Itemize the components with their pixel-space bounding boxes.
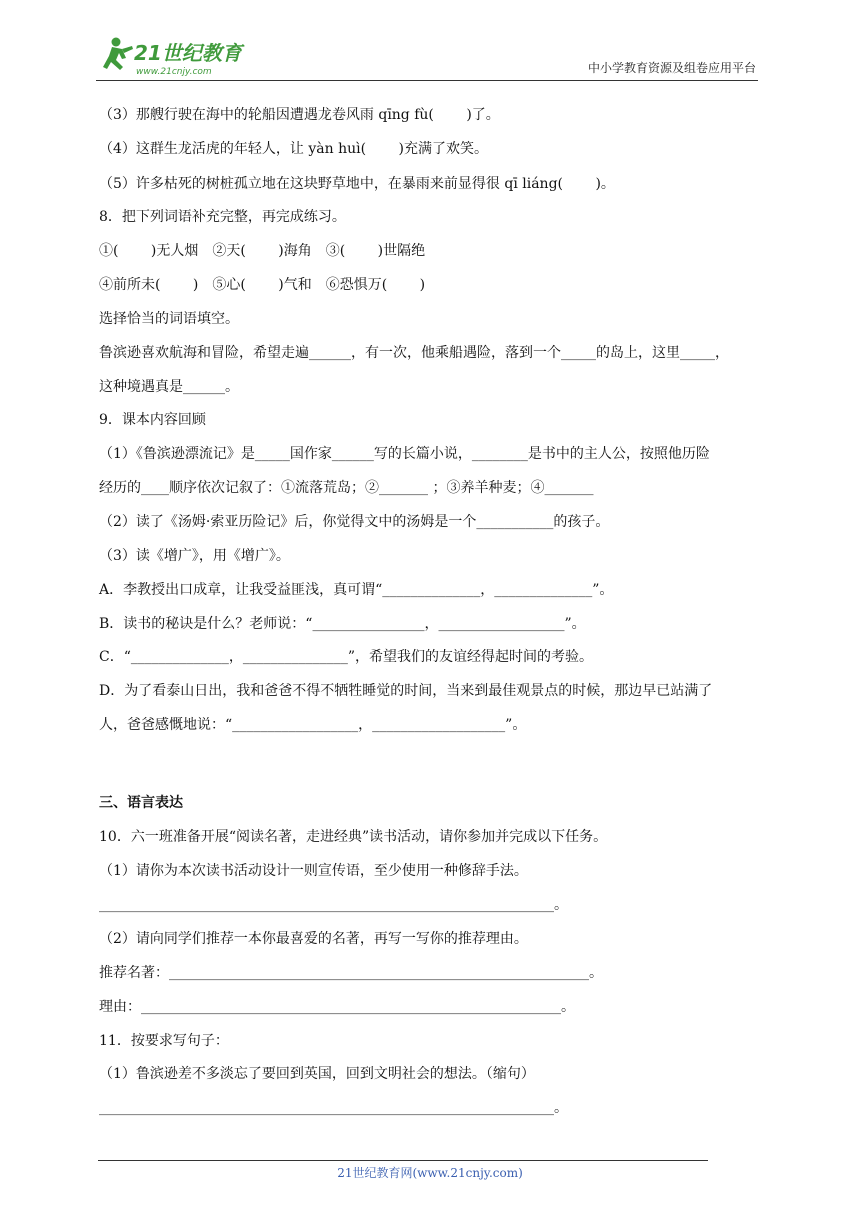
- page-header: [96, 30, 758, 81]
- q9-item-1-line2: 经历的____顺序依次记叙了：①流落荒岛；②_______ ；③养羊种麦；④_______: [99, 480, 594, 496]
- q8-words-row1: ①( )无人烟 ②天( )海角 ③( )世隔绝: [99, 243, 426, 259]
- 21cnjy-logo: [96, 34, 266, 78]
- q8-title: 8．把下列词语补充完整，再完成练习。: [99, 209, 346, 225]
- q9-item-3: （3）读《增广》，用《增广》。: [99, 548, 290, 564]
- q8-instruction: 选择恰当的词语填空。: [99, 311, 239, 327]
- q11-title: 11．按要求写句子：: [99, 1033, 229, 1049]
- q10-book-line: 推荐名著：____________________________________________________________。: [99, 965, 603, 981]
- q10-item-2: （2）请向同学们推荐一本你最喜爱的名著，再写一写你的推荐理由。: [99, 931, 528, 947]
- footer-link[interactable]: 21世纪教育网(www.21cnjy.com): [337, 1166, 523, 1180]
- logo-url: www.21cnjy.com: [136, 67, 212, 77]
- q9-item-d-line2: 人，爸爸感慨地说：“__________________，___________________”。: [99, 717, 527, 733]
- q9-title: 9．课本内容回顾: [99, 412, 206, 428]
- q9-item-d-line1: D．为了看泰山日出，我和爸爸不得不牺牲睡觉的时间，当来到最佳观景点的时候，那边早已站满了: [99, 683, 713, 699]
- q10-answer-line-1: _________________________________________________________________。: [99, 897, 568, 913]
- q9-item-b: B．读书的秘诀是什么？老师说：“________________，__________________”。: [99, 616, 586, 632]
- q9-item-c: C．“______________，_______________”，希望我们的友谊经得起时间的考验。: [99, 649, 594, 665]
- q8-passage-line2: 这种境遇真是______。: [99, 379, 239, 395]
- q7-item-5: （5）许多枯死的树桩孤立地在这块野草地中，在暴雨来前显得很 qī liáng( )。: [99, 176, 615, 192]
- q10-title: 10．六一班准备开展“阅读名著，走进经典”读书活动，请你参加并完成以下任务。: [99, 829, 608, 845]
- q11-answer-line-1: _________________________________________________________________。: [99, 1100, 568, 1116]
- q9-item-1-line1: （1）《鲁滨逊漂流记》是_____国作家______写的长篇小说，________是书中的主人公，按照他历险: [99, 446, 710, 462]
- q7-item-3: （3）那艘行驶在海中的轮船因遭遇龙卷风雨 qīng fù( )了。: [99, 107, 500, 123]
- q10-reason-line: 理由：____________________________________________________________。: [99, 999, 575, 1015]
- q8-passage-line1: 鲁滨逊喜欢航海和冒险，希望走遍______，有一次，他乘船遇险，落到一个_____的岛上，这里_____，: [99, 345, 729, 361]
- q9-item-a: A．李教授出口成章，让我受益匪浅，真可谓“______________，______________”。: [99, 582, 614, 598]
- logo-text: 21世纪教育: [134, 41, 242, 65]
- q9-item-2: （2）读了《汤姆·索亚历险记》后，你觉得文中的汤姆是一个___________的孩子。: [99, 514, 610, 530]
- platform-name: 中小学教育资源及组卷应用平台: [587, 61, 756, 75]
- section-3-heading: 三、语言表达: [99, 795, 183, 811]
- q11-item-1: （1）鲁滨逊差不多淡忘了要回到英国，回到文明社会的想法。（缩句）: [99, 1066, 535, 1082]
- q10-item-1: （1）请你为本次读书活动设计一则宣传语，至少使用一种修辞手法。: [99, 863, 528, 879]
- q8-words-row2: ④前所未( ) ⑤心( )气和 ⑥恐惧万( ): [99, 277, 426, 293]
- q7-item-4: （4）这群生龙活虎的年轻人，让 yàn huì( )充满了欢笑。: [99, 141, 488, 157]
- footer-divider: [98, 1160, 708, 1161]
